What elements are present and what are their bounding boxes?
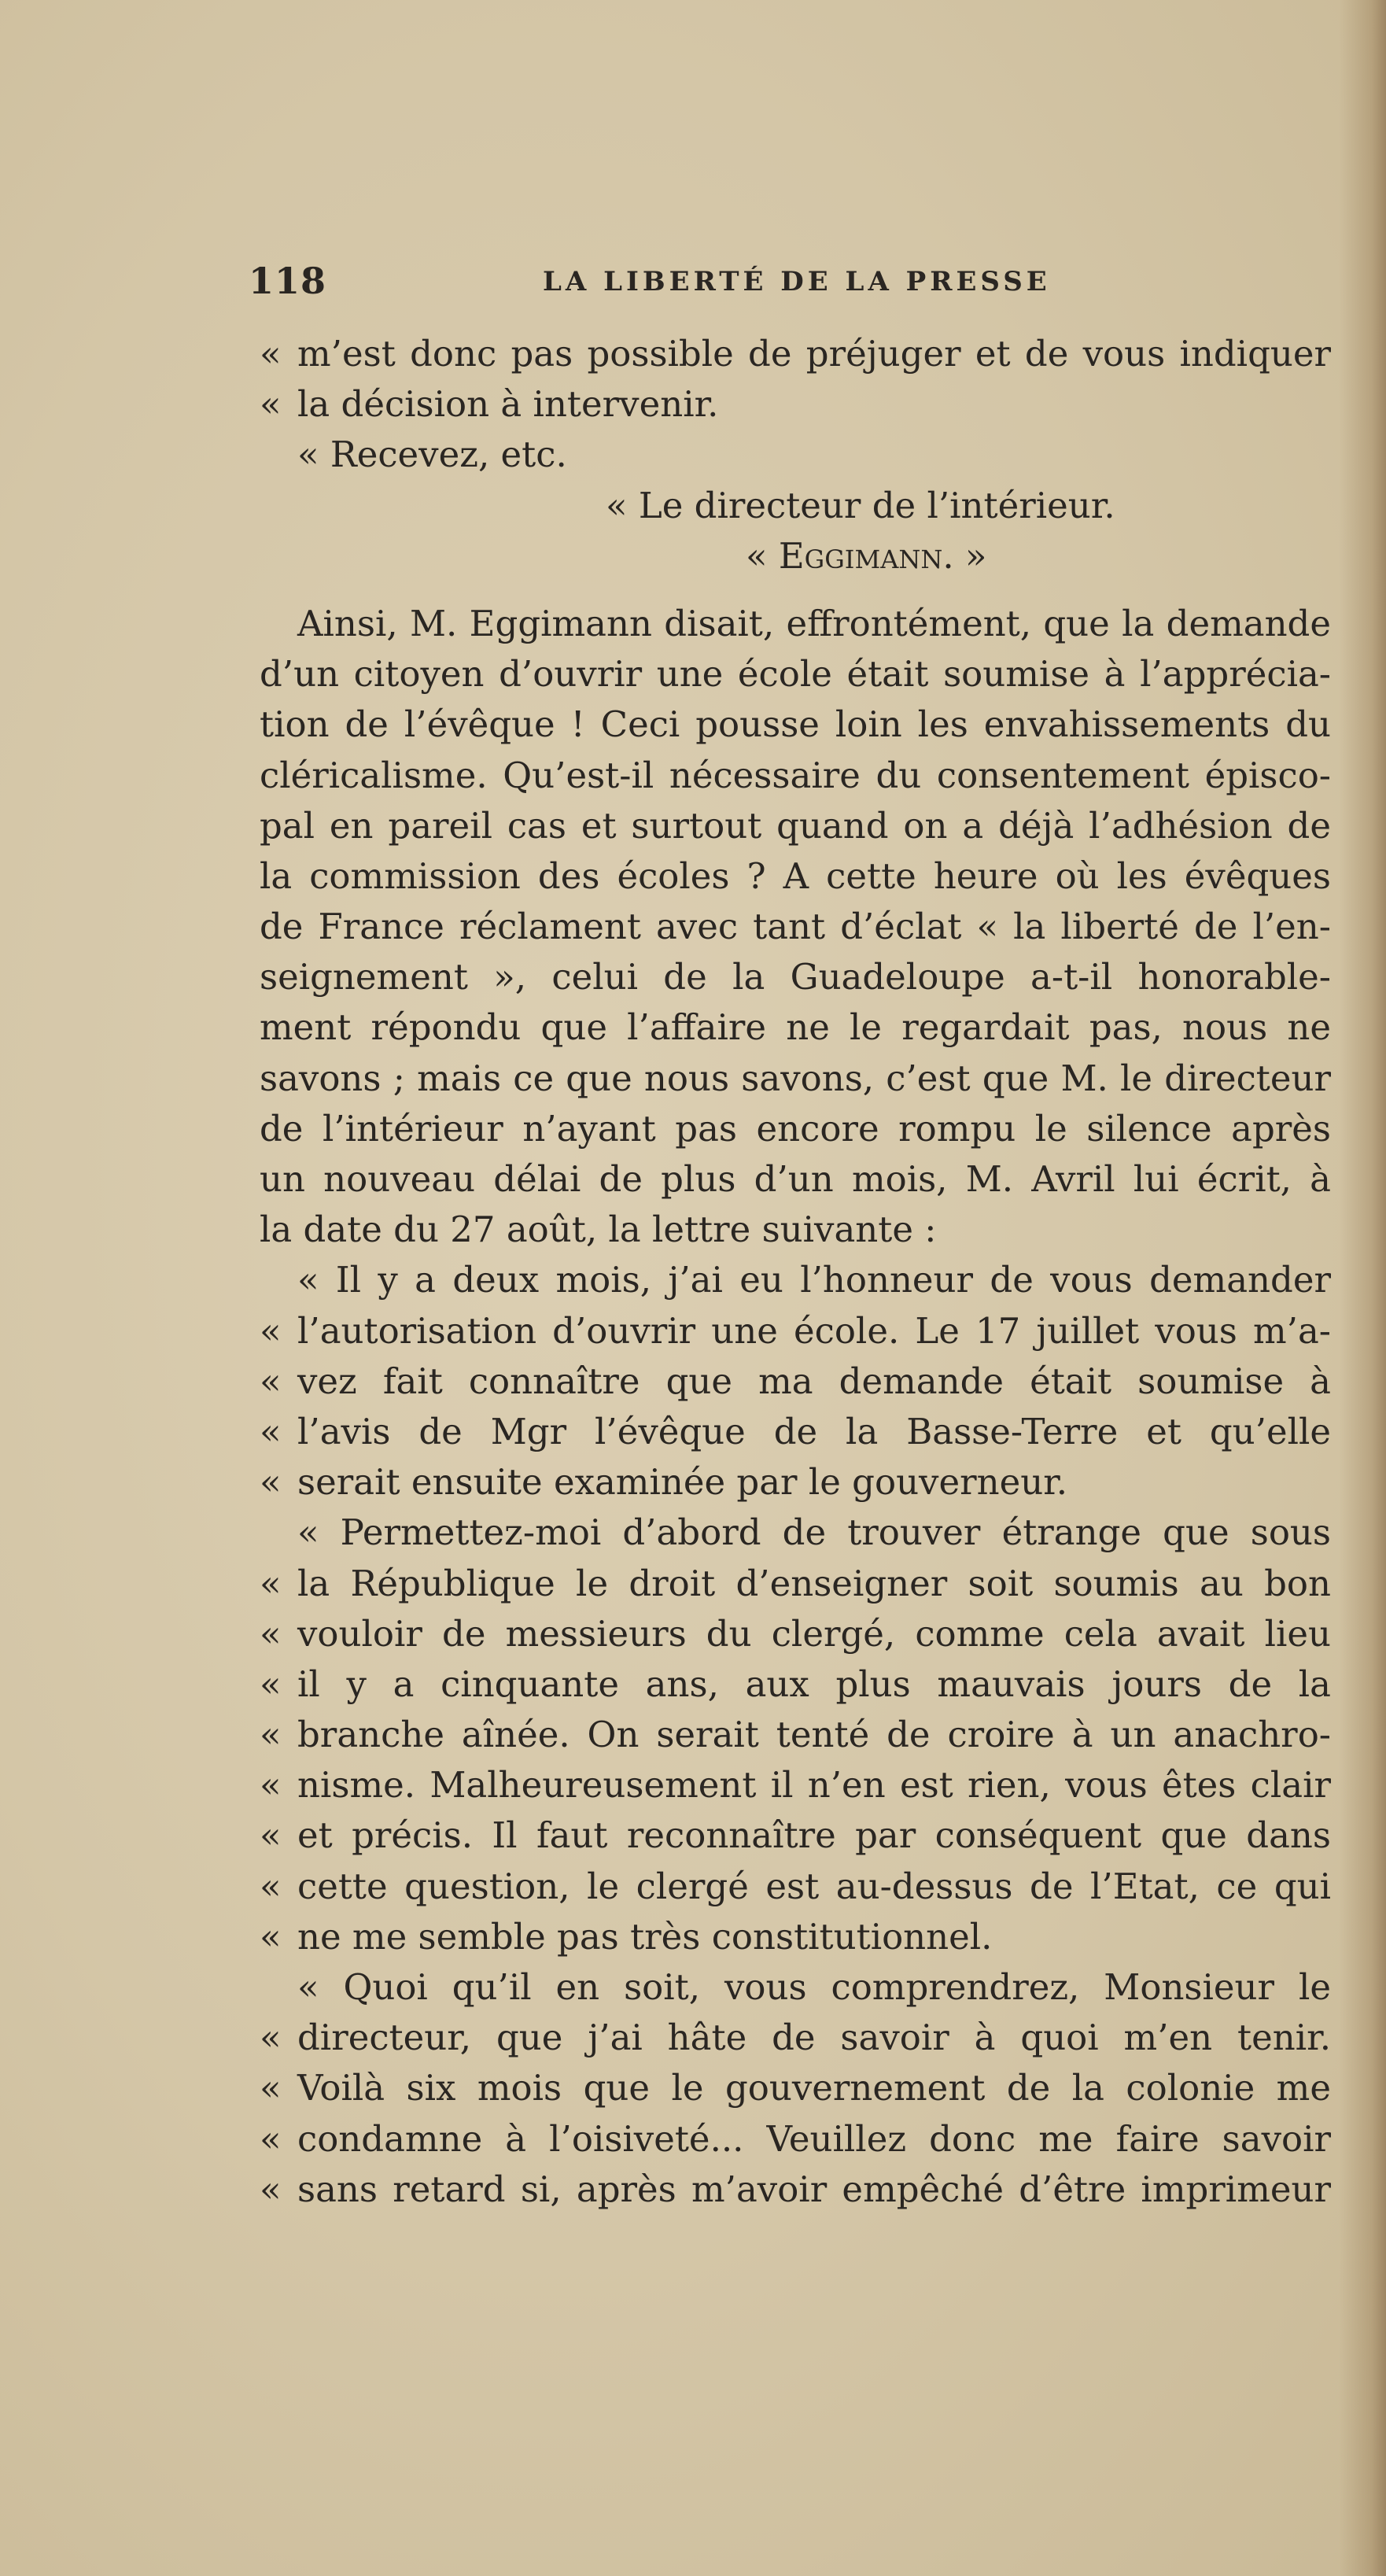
page-edge-shadow: [1339, 0, 1386, 2576]
letter-line: m’est donc pas possible de préjuger et de vous indiquer: [297, 333, 1331, 375]
letter-line: « Il y a deux mois, j’ai eu l’honneur de vous demander: [297, 1259, 1331, 1301]
paragraph-line: savons ; mais ce que nous savons, c’est que M. le directeur: [260, 1057, 1331, 1099]
paragraph-line: de France réclament avec tant d’éclat « la liberté de l’en-: [260, 906, 1331, 948]
text-line: [260, 1760, 1331, 1810]
paragraph-line: la date du 27 août, la lettre suivante :: [260, 1209, 937, 1251]
letter-line: et précis. Il faut reconnaître par conséquent que dans: [297, 1814, 1331, 1857]
text-line: [260, 1659, 1331, 1710]
paragraph-line: seignement », celui de la Guadeloupe a-t-il honorable-: [260, 956, 1331, 998]
letter-line: condamne à l’oisiveté... Veuillez donc me faire savoir: [297, 2117, 1331, 2160]
quote-mark: «: [260, 1915, 282, 1958]
text-line: [260, 1508, 1331, 1558]
quote-mark: «: [260, 333, 282, 375]
text-line: [260, 599, 1331, 649]
text-line: [260, 1306, 1331, 1356]
quote-mark: «: [260, 1612, 282, 1655]
letter-line: la République le droit d’enseigner soit soumis au bon: [297, 1562, 1331, 1604]
letter-line: ne me semble pas très constitutionnel.: [297, 1915, 993, 1958]
letter-closing: « Recevez, etc.: [297, 434, 567, 476]
letter-line: « Permettez-moi d’abord de trouver étrange que sous: [297, 1511, 1331, 1554]
running-head: [249, 260, 1328, 315]
text-line: [260, 952, 1331, 1002]
signature-title: « Le directeur de l’intérieur.: [606, 484, 1115, 526]
signature-name: « Eggimann. »: [746, 534, 987, 577]
text-line: [260, 1862, 1331, 1912]
quote-mark: «: [260, 383, 282, 426]
text-line: [260, 2114, 1331, 2165]
text-line: [260, 649, 1331, 699]
paragraph-line: cléricalisme. Qu’est-il nécessaire du consentement épisco-: [260, 754, 1331, 796]
letter-line: « Quoi qu’il en soit, vous comprendrez, Monsieur le: [297, 1966, 1331, 2008]
quote-mark: «: [260, 1764, 282, 1807]
text-line: [260, 1609, 1331, 1659]
text-line: [260, 1356, 1331, 1407]
quote-mark: «: [260, 1865, 282, 1907]
text-line: [260, 1205, 1331, 1255]
text-line: [260, 699, 1331, 750]
text-line: [260, 481, 1331, 531]
text-line: [260, 329, 1331, 379]
quote-mark: «: [260, 2168, 282, 2210]
text-line: [260, 1054, 1331, 1104]
paragraph-line: pal en pareil cas et surtout quand on a déjà l’adhésion de: [260, 804, 1331, 847]
text-line: [260, 2165, 1331, 2215]
quote-mark: «: [260, 1410, 282, 1452]
text-line: [260, 1002, 1331, 1053]
text-line: [260, 1912, 1331, 1962]
letter-line: vouloir de messieurs du clergé, comme cela avait lieu: [297, 1612, 1331, 1655]
letter-line: cette question, le clergé est au-dessus de l’Etat, ce qui: [297, 1865, 1331, 1907]
quote-mark: «: [260, 2017, 282, 2059]
paragraph-gap: [260, 581, 1331, 599]
quote-mark: «: [260, 1309, 282, 1352]
text-line: [260, 430, 1331, 480]
quote-mark: «: [260, 2067, 282, 2109]
text-line: [260, 1154, 1331, 1205]
quote-mark: «: [260, 1663, 282, 1705]
letter-line: sans retard si, après m’avoir empêché d’être imprimeur: [297, 2168, 1331, 2210]
paragraph-line: tion de l’évêque ! Ceci pousse loin les envahissements du: [260, 703, 1331, 746]
paragraph-line: de l’intérieur n’ayant pas encore rompu le silence après: [260, 1107, 1331, 1150]
text-line: [260, 1559, 1331, 1609]
quote-mark: «: [260, 1714, 282, 1756]
letter-line: l’avis de Mgr l’évêque de la Basse-Terre et qu’elle: [297, 1410, 1331, 1452]
paragraph-line: la commission des écoles ? A cette heure où les évêques: [260, 854, 1331, 897]
quote-mark: «: [260, 1461, 282, 1504]
letter-line: branche aînée. On serait tenté de croire à un anachro-: [297, 1714, 1331, 1756]
text-line: [260, 1457, 1331, 1508]
text-line: [260, 751, 1331, 801]
text-line: [260, 1710, 1331, 1760]
text-line: [260, 851, 1331, 902]
text-line: [260, 1255, 1331, 1305]
paragraph-line: d’un citoyen d’ouvrir une école était soumise à l’apprécia-: [260, 653, 1331, 696]
letter-line: serait ensuite examinée par le gouverneur.: [297, 1461, 1068, 1504]
text-line: [260, 1962, 1331, 2013]
quote-mark: «: [260, 2117, 282, 2160]
text-line: [260, 801, 1331, 851]
quote-mark: «: [260, 1814, 282, 1857]
paragraph-line: un nouveau délai de plus d’un mois, M. Avril lui écrit, à: [260, 1158, 1331, 1200]
text-line: [260, 1810, 1331, 1861]
text-line: [260, 902, 1331, 952]
running-title: LA LIBERTÉ DE LA PRESSE: [543, 266, 1051, 297]
text-line: [260, 531, 1331, 581]
letter-line: vez fait connaître que ma demande était soumise à: [297, 1360, 1331, 1402]
letter-line: il y a cinquante ans, aux plus mauvais jours de la: [297, 1663, 1331, 1705]
paragraph-line: ment répondu que l’affaire ne le regardait pas, nous ne: [260, 1006, 1331, 1049]
letter-line: l’autorisation d’ouvrir une école. Le 17 juillet vous m’a-: [297, 1309, 1331, 1352]
quote-mark: «: [260, 1562, 282, 1604]
text-line: [260, 1407, 1331, 1457]
letter-line: directeur, que j’ai hâte de savoir à quoi m’en tenir.: [297, 2017, 1331, 2059]
page-number: 118: [249, 260, 327, 302]
quote-mark: «: [260, 1360, 282, 1402]
main-text: [260, 329, 1331, 2215]
text-line: [260, 2063, 1331, 2113]
text-line: [260, 379, 1331, 430]
letter-line: la décision à intervenir.: [297, 383, 719, 426]
letter-line: Voilà six mois que le gouvernement de la colonie me: [297, 2067, 1331, 2109]
text-line: [260, 1104, 1331, 1154]
text-line: [260, 2013, 1331, 2063]
letter-line: nisme. Malheureusement il n’en est rien, vous êtes clair: [297, 1764, 1331, 1807]
paragraph-line: Ainsi, M. Eggimann disait, effrontément, que la demande: [297, 602, 1331, 644]
